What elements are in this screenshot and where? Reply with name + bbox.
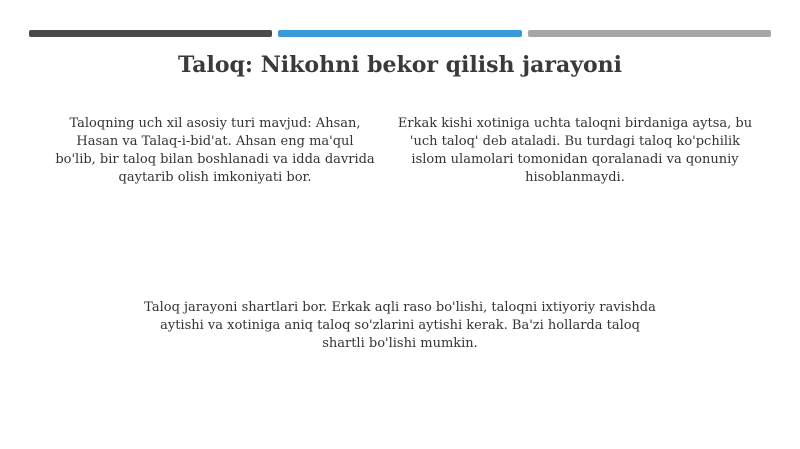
text-types-of-taloq: Taloqning uch xil asosiy turi mavjud: Ahsan, Hasan va Talaq-i-bid'at. Ahsan eng ma'qul bo'lib, bir taloq bilan boshlanadi va idda davrida qaytarib olish imkoniyati bor.: [55, 116, 375, 185]
text-taloq-conditions: Taloq jarayoni shartlari bor. Erkak aqli raso bo'lishi, taloqni ixtiyoriy ravishda aytishi va xotiniga aniq taloq so'zlarini aytishi kerak. Ba'zi hollarda taloq shartli bo'lishi mumkin.: [144, 300, 656, 351]
top-bar-blue: [278, 30, 522, 37]
top-bar-gray: [528, 30, 771, 37]
slide-title: Taloq: Nikohni bekor qilish jarayoni: [177, 52, 623, 78]
text-triple-taloq: Erkak kishi xotiniga uchta taloqni birdaniga aytsa, bu 'uch taloq' deb ataladi. Bu turdagi taloq ko'pchilik islom ulamolari tomonidan qoralanadi va qonuniy hisoblanmaydi.: [397, 116, 753, 185]
top-bar-dark: [29, 30, 272, 37]
